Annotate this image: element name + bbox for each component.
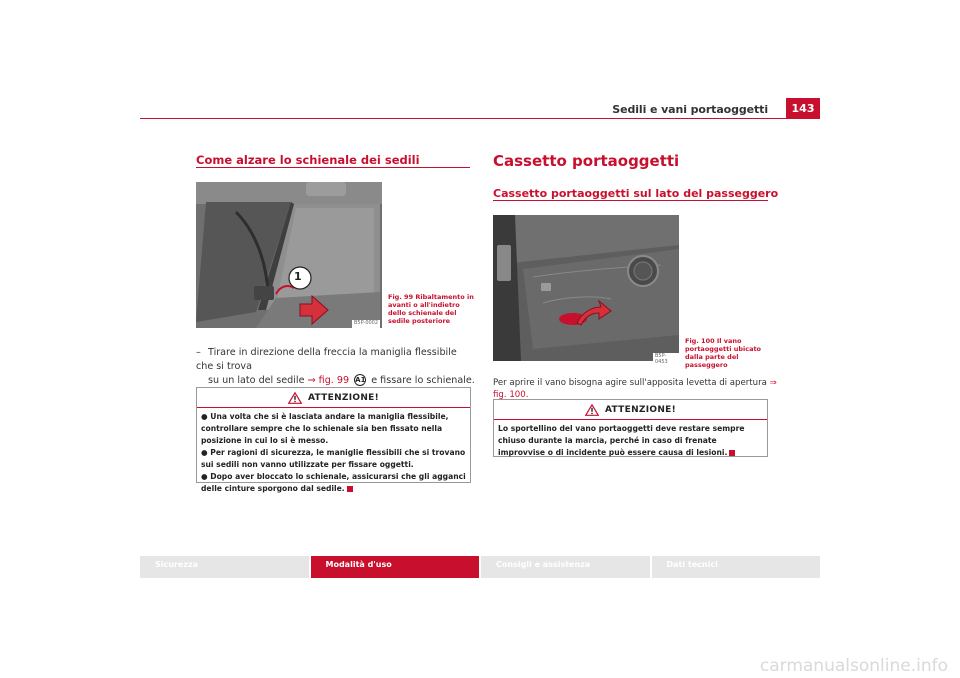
glovebox-illustration [493, 215, 679, 361]
section-divider-left [196, 167, 470, 168]
section-divider-right [493, 200, 768, 201]
figure-100-glovebox [493, 215, 679, 365]
warning-box-backrest [196, 387, 471, 493]
warning-bullet: ● Per ragioni di sicurezza, le maniglie flessibili che si trovano sui sedili non vanno utilizzate per fissare oggetti. [201, 448, 466, 469]
footer-tab-consigli-assistenza[interactable]: Consigli e assistenza [481, 556, 650, 578]
section-title-backrest: Come alzare lo schienale dei sedili [196, 153, 420, 167]
figure-99-caption: Fig. 99 Ribaltamento in avanti o all'indietro dello schienale del sedile posteriore [388, 293, 474, 325]
footer-tab-sicurezza[interactable]: Sicurezza [140, 556, 309, 578]
step-text-b: su un lato del sedile [208, 375, 305, 386]
main-title-glovebox: Cassetto portaoggetti [493, 152, 680, 170]
glovebox-intro-text [493, 377, 783, 401]
end-of-section-mark [729, 450, 735, 456]
section-title-glovebox: Cassetto portaoggetti sul lato del passeggero [493, 187, 779, 200]
instruction-step [196, 346, 476, 388]
intro-text: Per aprire il vano bisogna agire sull'apposita levetta di apertura [493, 378, 767, 388]
figure-99-callout: 1 [294, 270, 302, 283]
page-header-title: Sedili e vani portaoggetti [612, 103, 768, 116]
footer-nav [140, 556, 820, 578]
figure-100-caption: Fig. 100 Il vano portaoggetti ubicato dalla parte del passeggero [685, 337, 762, 369]
page-number: 143 [786, 98, 820, 118]
footer-tab-dati-tecnici[interactable]: Dati tecnici [652, 556, 821, 578]
end-of-section-mark [347, 486, 353, 492]
header-divider [140, 118, 820, 119]
warning-triangle-icon [585, 404, 599, 416]
warning-divider [494, 419, 767, 420]
warning-bullet: ● Dopo aver bloccato lo schienale, assicurarsi che gli agganci delle cinture sporgono dal sedile. [201, 472, 466, 493]
footer-tab-modalita-duso[interactable]: Modalità d'uso [311, 556, 480, 578]
warning-label: ATTENZIONE! [604, 404, 677, 415]
figure-100-link[interactable]: ⇒ fig. 100 [493, 378, 777, 400]
figure-99-seat-backrest [196, 182, 382, 328]
warning-box-glovebox [493, 399, 768, 457]
warning-text: Lo sportellino del vano portaoggetti deve restare sempre chiuso durante la marcia, perché in caso di frenate improvvise o di incidente può essere causa di lesioni. [498, 424, 745, 457]
warning-label: ATTENZIONE! [307, 392, 380, 403]
warning-triangle-icon [288, 392, 302, 404]
callout-a1: A1 [355, 376, 366, 384]
figure-100-code: B5P-0453 [655, 353, 668, 365]
figure-99-code: B5P-0002 [354, 320, 379, 326]
seat-backrest-illustration [196, 182, 382, 328]
warning-divider [197, 407, 470, 408]
warning-bullet: ● Una volta che si è lasciata andare la maniglia flessibile, controllare sempre che lo schienale sia ben fissato nella posizione in cui lo si è messo. [201, 412, 449, 445]
watermark: carmanualsonline.info [759, 656, 948, 676]
intro-end: . [525, 390, 529, 400]
step-text-c: e fissare lo schienale. [371, 375, 475, 386]
figure-99-link[interactable]: ⇒ fig. 99 [307, 375, 350, 386]
step-dash: – [196, 347, 201, 358]
step-text-a: Tirare in direzione della freccia la maniglia flessibile che si trova [196, 347, 457, 372]
